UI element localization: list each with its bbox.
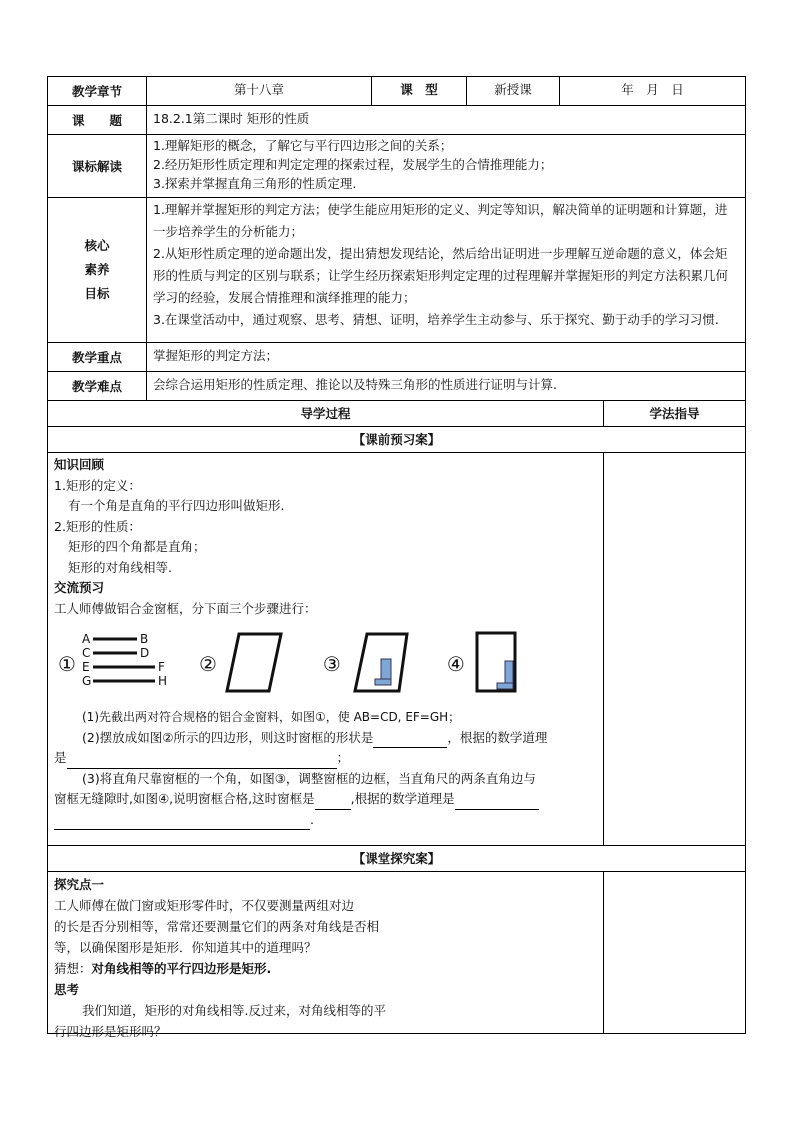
core-goal-item: 2.从矩形性质定理的逆命题出发，提出猜想发现结论，然后给出证明进一步理解互逆命题的意义，体会矩形的性质与判定的区别与联系；让学生经历探索矩形判定定理的过程理解并掌握矩形的判定方法积累几何学习的经验，发展合情推理和演绎推理的能力；: [153, 246, 729, 305]
explore-title: 【课堂探究案】: [352, 851, 441, 866]
step-3-cont: 窗框无缝隙时,如图④,说明窗框合格,这时窗框是 ,根据的数学道理是: [54, 789, 597, 810]
key-point-text: 掌握矩形的判定方法；: [153, 348, 279, 363]
core-goal-item: 3.在课堂活动中，通过观察、思考、猜想、证明，培养学生主动参与、乐于探究、勤于动手的学习习惯.: [153, 312, 719, 327]
key-point-row: [47, 342, 746, 371]
core-label-line: 核心: [84, 238, 110, 253]
bar-letter: C: [81, 646, 91, 660]
figure-label: ②: [198, 651, 217, 676]
preview-title-row: [47, 426, 746, 452]
step-1: (1)先截出两对符合规格的铝合金窗料，如图①，使 AB=CD, EF=GH；: [82, 710, 461, 724]
core-label-line: 素养: [84, 262, 110, 277]
curriculum-item: 3.探索并掌握直角三角形的性质定理.: [153, 176, 357, 191]
answer-blank[interactable]: [455, 796, 539, 810]
explore-row: [47, 871, 746, 1039]
bar-letter: B: [139, 632, 149, 646]
difficulty-row: [47, 371, 746, 400]
figure-label: ①: [58, 651, 76, 676]
topic-label: 课 题: [48, 106, 147, 134]
preview-row: [47, 452, 746, 845]
explore-content: [48, 872, 604, 1039]
difficulty-text: 会综合运用矩形的性质定理、推论以及特殊三角形的性质进行证明与计算.: [153, 377, 557, 392]
bars-figure: [80, 629, 195, 699]
explore-paragraph: 的长是否分别相等，常常还要测量它们的两条对角线是否相: [54, 919, 380, 934]
core-goals-content: [147, 198, 745, 342]
preview-title: 【课前预习案】: [352, 432, 441, 447]
explore-point-heading: 探究点一: [54, 877, 105, 892]
type-value: 新授课: [467, 77, 560, 105]
bar-letter: H: [157, 674, 167, 688]
difficulty-label: 教学难点: [48, 372, 147, 400]
answer-blank[interactable]: [315, 796, 351, 810]
bar-letter: E: [81, 660, 90, 674]
date-field: 年 月 日: [621, 82, 684, 97]
method-heading: 学法指导: [649, 406, 700, 421]
chapter-label: 教学章节: [48, 77, 147, 105]
answer-blank[interactable]: [54, 816, 310, 830]
step-3-end: .: [54, 810, 597, 831]
think-paragraph: 行四边形是矩形吗？: [54, 1024, 167, 1039]
explore-title-row: [47, 845, 746, 871]
property-title: 2.矩形的性质：: [54, 518, 141, 534]
think-paragraph: 我们知道，矩形的对角线相等.反过来，对角线相等的平: [82, 1003, 386, 1018]
exchange-heading: 交流预习: [54, 580, 105, 595]
bar-letter: D: [139, 646, 150, 660]
lesson-plan-table: [47, 76, 746, 1039]
process-header-row: [47, 400, 746, 426]
key-point-label: 教学重点: [48, 343, 147, 371]
header-row: [47, 76, 746, 105]
bar-letter: A: [81, 632, 91, 646]
chapter-value: 第十八章: [147, 77, 372, 105]
answer-blank[interactable]: [67, 755, 337, 769]
preview-content: [48, 453, 604, 845]
property-item: 矩形的四个角都是直角；: [68, 539, 206, 554]
rectangle-with-square-figure: [469, 629, 539, 699]
step-2: (2)摆放成如图②所示的四边形，则这时窗框的形状是 ，根据的数学道理: [54, 728, 597, 749]
core-goal-item: 1.理解并掌握矩形的判定方法；使学生能应用矩形的定义、判定等知识，解决简单的证明题和计算题，进一步培养学生的分析能力；: [153, 202, 728, 239]
parallelogram-figure: [221, 629, 291, 699]
step-2-cont: 是 ；: [54, 748, 597, 769]
topic-row: [47, 105, 746, 134]
figure-label: ④: [446, 651, 465, 676]
core-goals-label: [48, 198, 147, 342]
exchange-intro: 工人师傅做铝合金窗框，分下面三个步骤进行：: [54, 600, 317, 616]
property-item: 矩形的对角线相等.: [68, 559, 172, 575]
type-label: 课 型: [372, 77, 467, 105]
curriculum-row: [47, 134, 746, 197]
curriculum-item: 2.经历矩形性质定理和判定定理的探索过程，发展学生的合情推理能力；: [153, 157, 553, 172]
explore-paragraph: 工人师傅在做门窗或矩形零件时，不仅要测量两组对边: [54, 898, 355, 913]
core-goals-row: [47, 197, 746, 342]
process-heading: 导学过程: [48, 401, 604, 426]
think-heading: 思考: [54, 982, 80, 997]
figure-label: ③: [322, 651, 341, 676]
topic-value: 18.2.1第二课时 矩形的性质: [153, 111, 310, 126]
method-guide-cell: [604, 453, 745, 845]
guess-line: 猜想：对角线相等的平行四边形是矩形.: [54, 961, 272, 976]
method-guide-cell: [604, 872, 745, 1033]
bar-letter: F: [157, 660, 165, 674]
curriculum-label: 课标解读: [48, 135, 147, 197]
curriculum-item: 1.理解矩形的概念，了解它与平行四边形之间的关系；: [153, 138, 453, 153]
core-label-line: 目标: [84, 286, 110, 301]
definition-text: 有一个角是直角的平行四边形叫做矩形.: [68, 498, 285, 513]
review-heading: 知识回顾: [54, 457, 105, 472]
parallelogram-with-square-figure: [345, 629, 415, 699]
answer-blank[interactable]: [373, 734, 447, 748]
definition-title: 1.矩形的定义：: [54, 477, 141, 493]
bar-letter: G: [81, 674, 92, 688]
window-frame-diagram: [58, 625, 597, 703]
step-3: (3)将直角尺靠窗框的一个角，如图③，调整窗框的边框，当直角尺的两条直角边与: [82, 770, 536, 786]
explore-paragraph: 等，以确保图形是矩形．你知道其中的道理吗？: [54, 940, 317, 955]
curriculum-content: [147, 135, 745, 197]
